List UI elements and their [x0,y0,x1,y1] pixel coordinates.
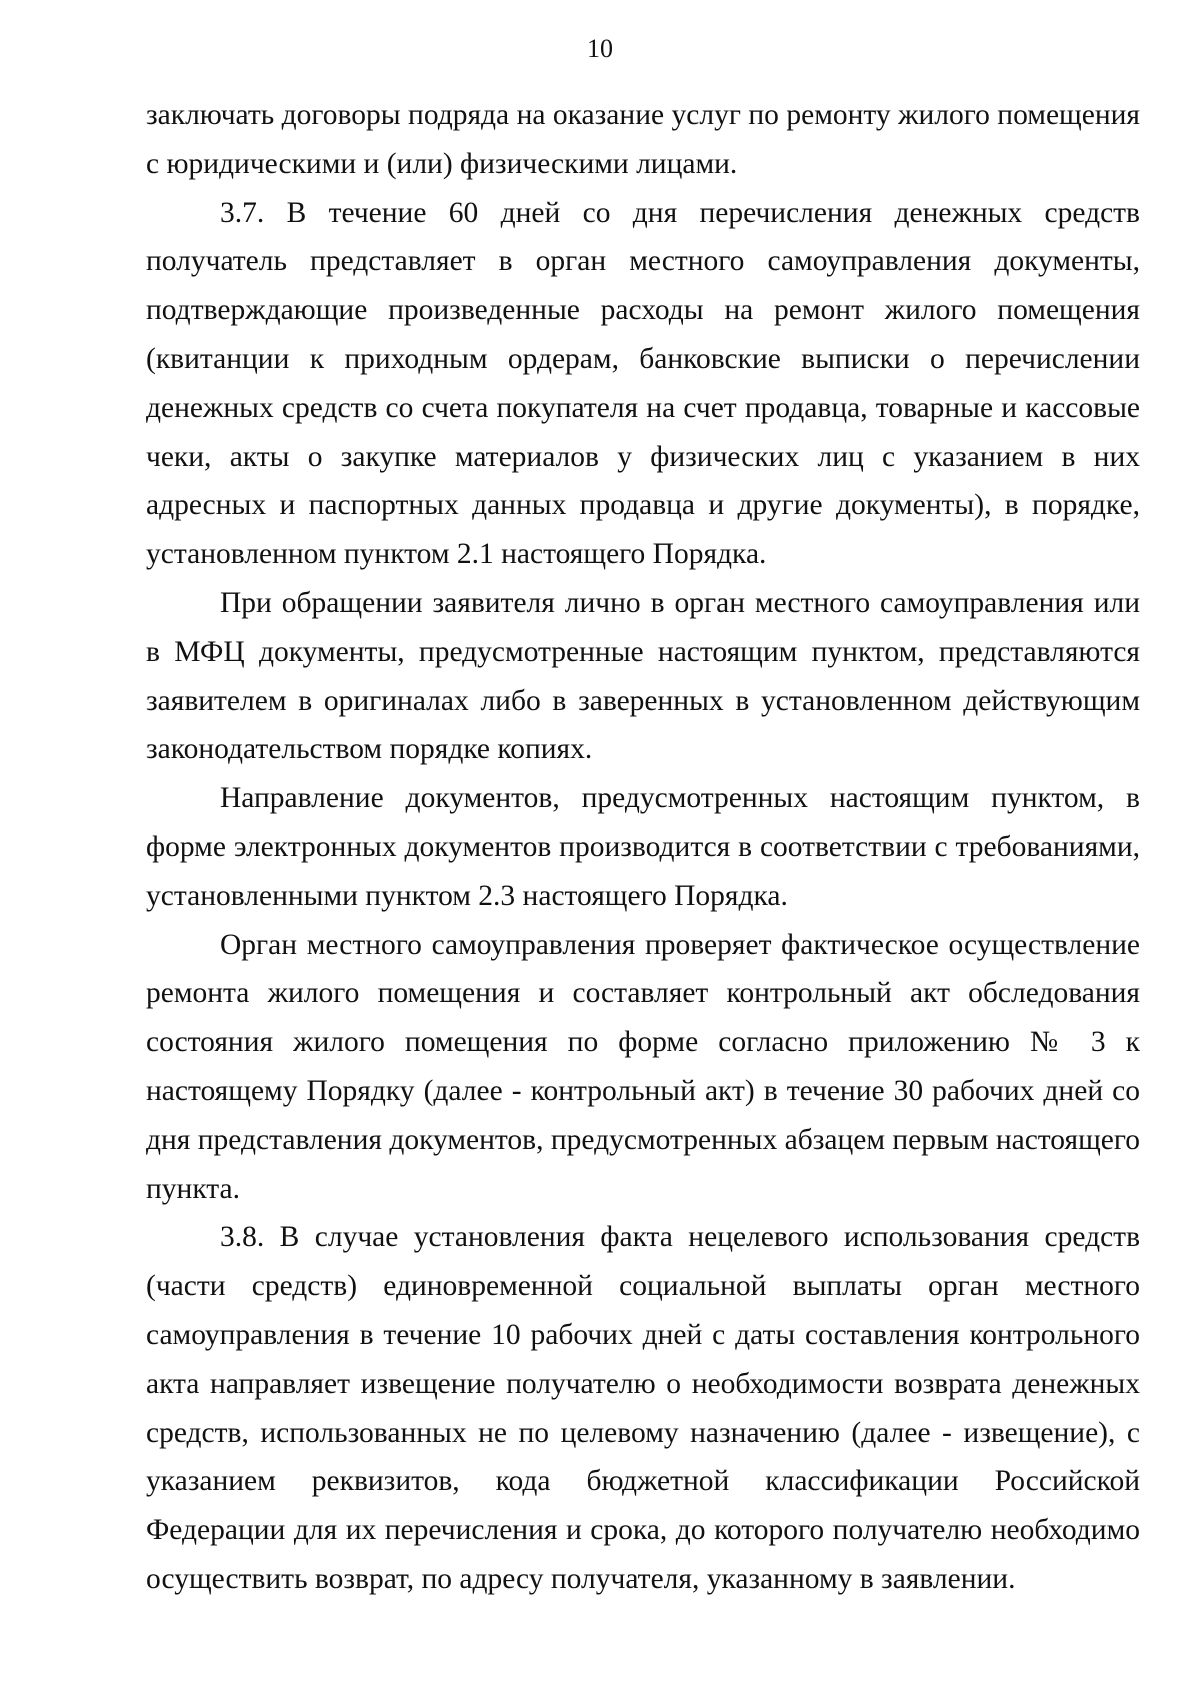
page-number: 10 [587,34,613,63]
document-body [146,91,1140,1604]
paragraph-item-3-7: 3.7. В течение 60 дней со дня перечисления денежных средств получатель представляет в орган местного самоуправления документы, подтверждающие произведенные расходы на ремонт жилого помещения (квитанции к приходным ордерам, банковские выписки о перечислении денежных средств со счета покупателя на счет продавца, товарные и кассовые чеки, акты о закупке материалов у физических лиц с указанием в них адресных и паспортных данных продавца и другие документы), в порядке, установленном пунктом 2.1 настоящего Порядка. [146,196,1140,571]
paragraph-electronic-docs: Направление документов, предусмотренных настоящим пунктом, в форме электронных документов производится в соответствии с требованиями, установленными пунктом 2.3 настоящего Порядка. [146,782,1140,912]
paragraph-control-act: Орган местного самоуправления проверяет фактическое осуществление ремонта жилого помещения и составляет контрольный акт обследования состояния жилого помещения по форме согласно приложению № 3 к настоящему Порядку (далее - контрольный акт) в течение 30 рабочих дней со дня представления документов, предусмотренных абзацем первым настоящего пункта. [146,928,1140,1205]
paragraph-personal-request: При обращении заявителя лично в орган местного самоуправления или в МФЦ документы, предусмотренные настоящим пунктом, представляются заявителем в оригиналах либо в заверенных в установленном действующим законодательством порядке копиях. [146,586,1140,766]
paragraph-item-3-8: 3.8. В случае установления факта нецелевого использования средств (части средств) единовременной социальной выплаты орган местного самоуправления в течение 10 рабочих дней с даты составления контрольного акта направляет извещение получателю о необходимости возврата денежных средств, использованных не по целевому назначению (далее - извещение), с указанием реквизитов, кода бюджетной классификации Российской Федерации для их перечисления и срока, до которого получателю необходимо осуществить возврат, по адресу получателя, указанному в заявлении. [146,1221,1140,1595]
paragraph-continuation: заключать договоры подряда на оказание услуг по ремонту жилого помещения с юридическими и (или) физическими лицами. [146,99,1140,180]
